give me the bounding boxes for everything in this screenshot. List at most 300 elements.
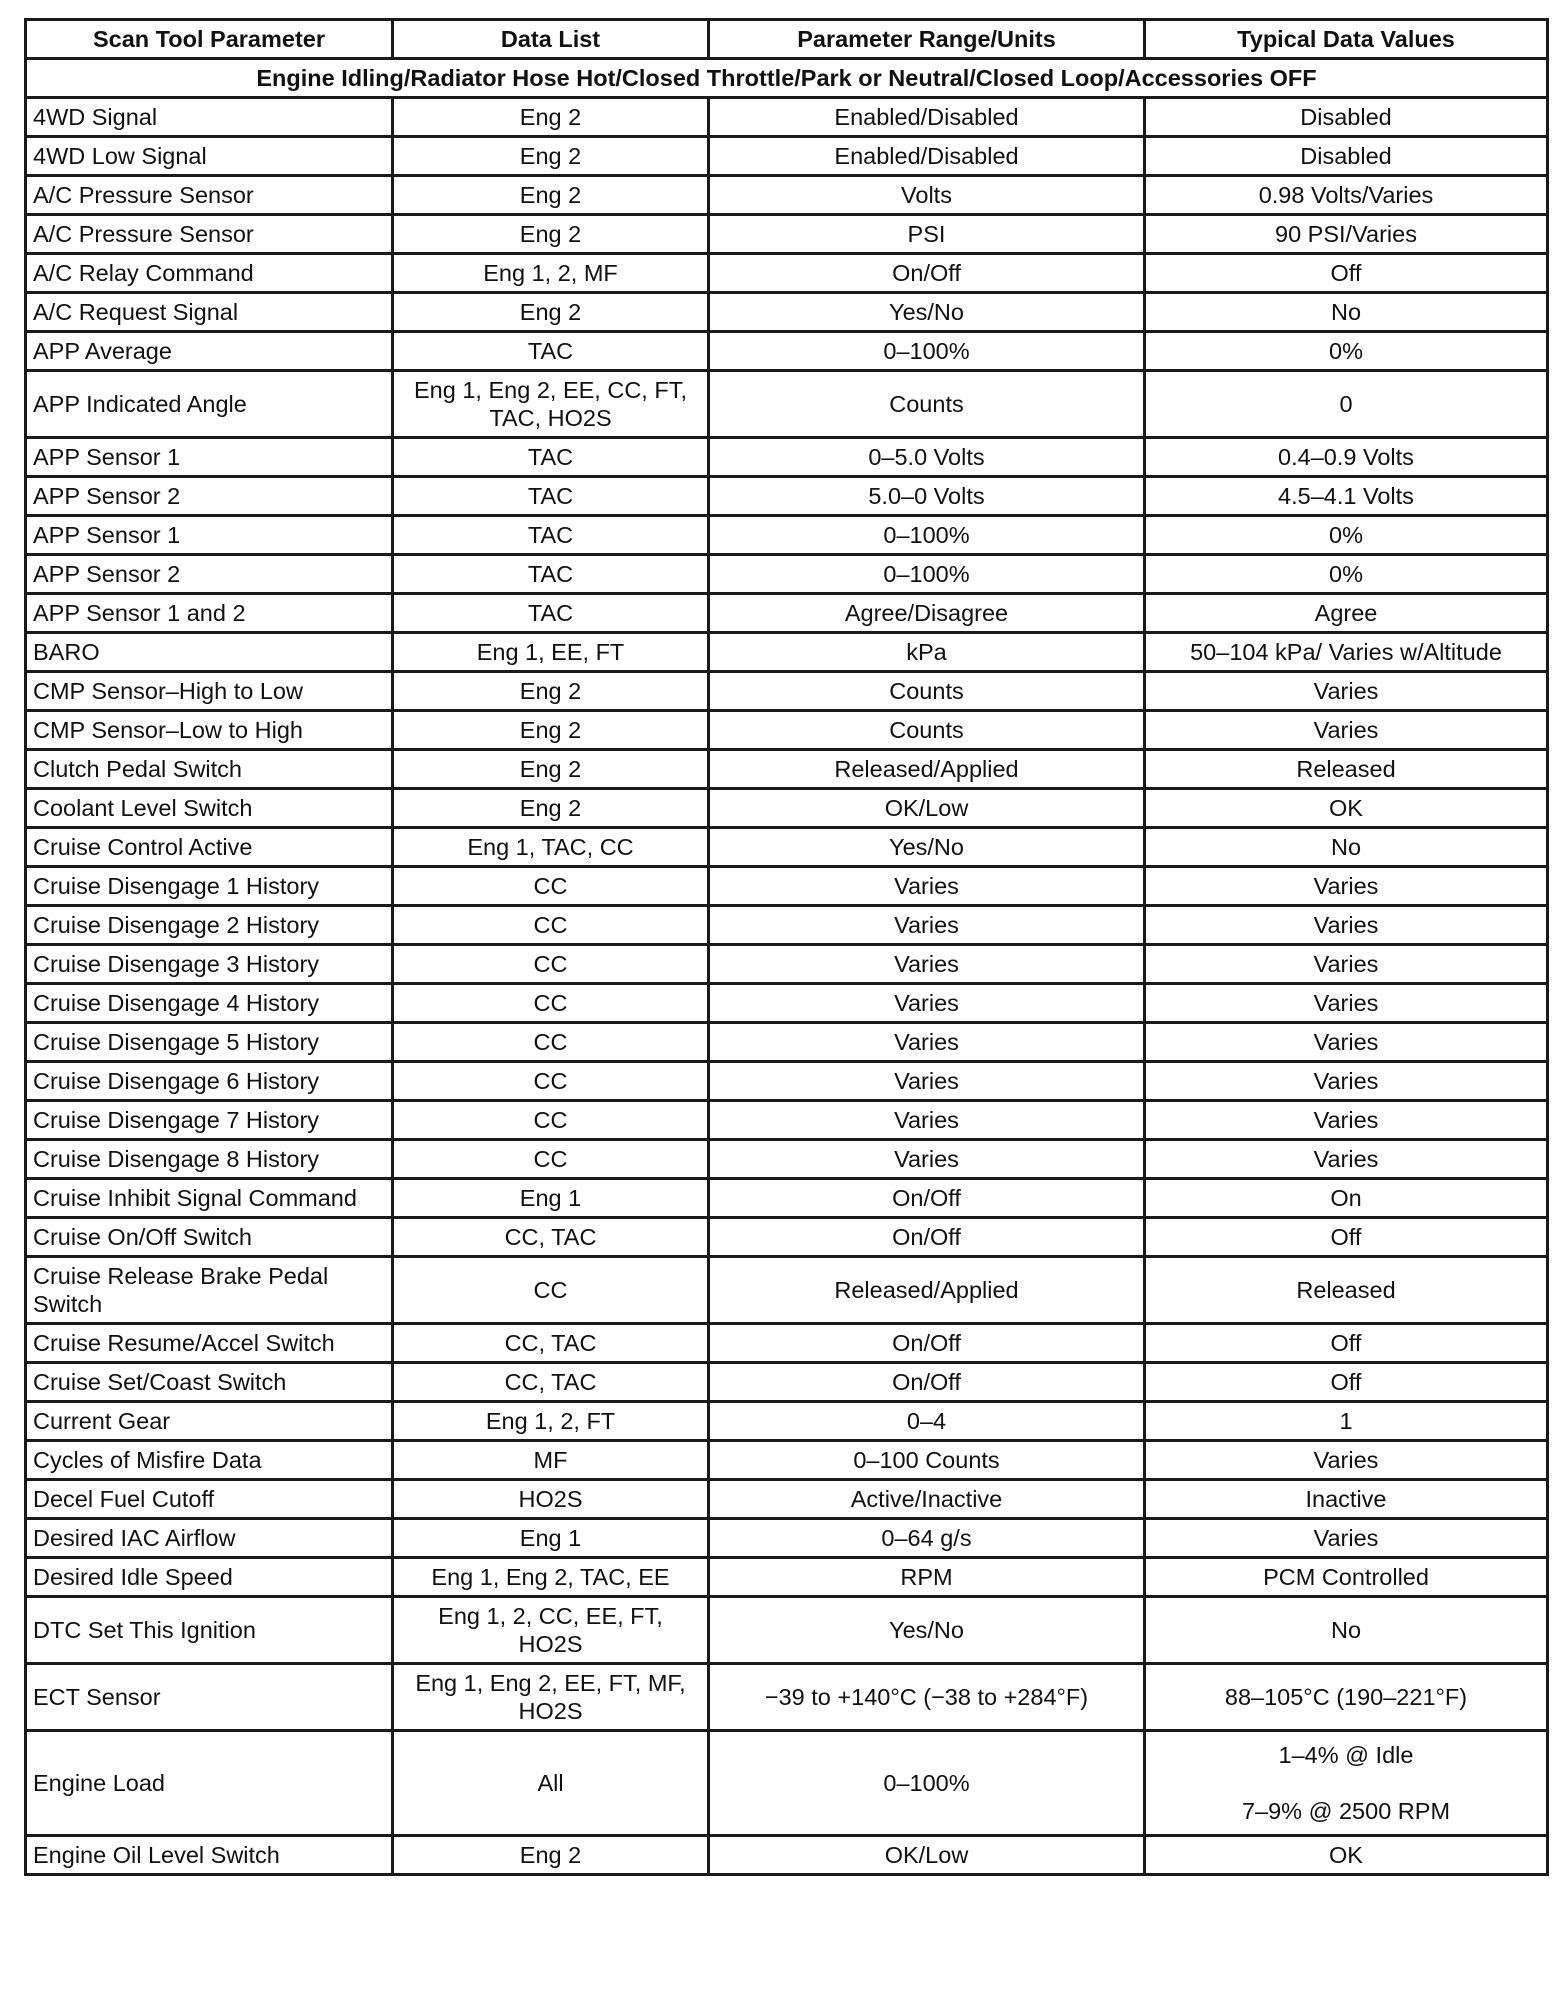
parameter-cell-text: Cruise Disengage 5 History bbox=[33, 1028, 320, 1055]
range-units-cell-text: On/Off bbox=[892, 259, 961, 286]
typical-value-cell bbox=[1145, 371, 1548, 438]
table-row bbox=[26, 215, 1548, 254]
range-units-cell bbox=[709, 176, 1145, 215]
parameter-cell-text: APP Sensor 1 bbox=[33, 521, 181, 548]
data-list-cell-text: CC bbox=[533, 1276, 568, 1303]
range-units-cell-text: 0–100% bbox=[883, 560, 970, 587]
parameter-cell bbox=[26, 906, 393, 945]
scan-tool-data-table bbox=[24, 18, 1549, 1876]
parameter-cell bbox=[26, 176, 393, 215]
data-list-cell bbox=[393, 516, 709, 555]
range-units-cell bbox=[709, 98, 1145, 137]
range-units-cell-text: OK/Low bbox=[884, 1841, 969, 1868]
table-row bbox=[26, 1179, 1548, 1218]
typical-value-cell-text: Varies bbox=[1313, 1028, 1379, 1055]
data-list-cell bbox=[393, 137, 709, 176]
parameter-cell bbox=[26, 1519, 393, 1558]
table-row bbox=[26, 828, 1548, 867]
parameter-cell-text: Cruise Disengage 3 History bbox=[33, 950, 320, 977]
range-units-cell bbox=[709, 906, 1145, 945]
table-row bbox=[26, 906, 1548, 945]
parameter-cell-text: Decel Fuel Cutoff bbox=[33, 1485, 215, 1512]
data-list-cell bbox=[393, 1836, 709, 1875]
data-list-cell bbox=[393, 1731, 709, 1836]
range-units-cell bbox=[709, 1101, 1145, 1140]
typical-value-cell bbox=[1145, 1519, 1548, 1558]
table-row bbox=[26, 477, 1548, 516]
data-list-cell-text: Eng 2 bbox=[519, 794, 582, 821]
table-row bbox=[26, 438, 1548, 477]
data-list-cell-text: Eng 1, 2, CC, EE, FT, HO2S bbox=[438, 1602, 663, 1657]
range-units-cell bbox=[709, 672, 1145, 711]
header-data-list: Data List bbox=[393, 20, 709, 59]
typical-value-cell bbox=[1145, 477, 1548, 516]
typical-value-cell bbox=[1145, 98, 1548, 137]
typical-value-cell bbox=[1145, 1836, 1548, 1875]
typical-value-cell-text: Inactive bbox=[1305, 1485, 1387, 1512]
range-units-cell-text: kPa bbox=[906, 638, 947, 665]
parameter-cell bbox=[26, 254, 393, 293]
parameter-cell bbox=[26, 1101, 393, 1140]
range-units-cell-text: 0–5.0 Volts bbox=[868, 443, 985, 470]
header-typical-data-values: Typical Data Values bbox=[1145, 20, 1548, 59]
range-units-cell-text: Counts bbox=[889, 390, 964, 417]
data-list-cell bbox=[393, 789, 709, 828]
data-list-cell bbox=[393, 215, 709, 254]
parameter-cell-text: Cruise Inhibit Signal Command bbox=[33, 1184, 357, 1211]
parameter-cell bbox=[26, 984, 393, 1023]
data-list-cell-text: CC bbox=[533, 950, 568, 977]
data-list-cell bbox=[393, 1257, 709, 1324]
parameter-cell-text: Cruise Release Brake Pedal Switch bbox=[33, 1262, 329, 1317]
table-row bbox=[26, 1363, 1548, 1402]
parameter-cell bbox=[26, 750, 393, 789]
data-list-cell bbox=[393, 438, 709, 477]
parameter-cell-text: Desired Idle Speed bbox=[33, 1563, 233, 1590]
typical-value-cell-text: 1 bbox=[1339, 1407, 1353, 1434]
typical-value-cell-text: 0.98 Volts/Varies bbox=[1258, 181, 1434, 208]
parameter-cell bbox=[26, 867, 393, 906]
data-list-cell bbox=[393, 254, 709, 293]
range-units-cell-text: Varies bbox=[894, 989, 959, 1016]
typical-value-cell-text: 4.5–4.1 Volts bbox=[1278, 482, 1414, 509]
table-row bbox=[26, 1664, 1548, 1731]
typical-value-cell bbox=[1145, 293, 1548, 332]
parameter-cell bbox=[26, 215, 393, 254]
typical-value-cell-text: Varies bbox=[1313, 950, 1379, 977]
parameter-cell bbox=[26, 1441, 393, 1480]
range-units-cell bbox=[709, 1179, 1145, 1218]
table-row bbox=[26, 293, 1548, 332]
parameter-cell-text: APP Sensor 1 bbox=[33, 443, 181, 470]
data-list-cell-text: Eng 1, Eng 2, EE, FT, MF, HO2S bbox=[415, 1669, 686, 1724]
data-list-cell bbox=[393, 1519, 709, 1558]
data-list-cell bbox=[393, 332, 709, 371]
data-list-cell-text: All bbox=[537, 1769, 564, 1796]
parameter-cell-text: APP Indicated Angle bbox=[33, 390, 247, 417]
parameter-cell bbox=[26, 477, 393, 516]
typical-value-cell-text: Off bbox=[1330, 1329, 1362, 1356]
typical-value-cell-text: Agree bbox=[1314, 599, 1378, 626]
typical-value-cell bbox=[1145, 215, 1548, 254]
range-units-cell bbox=[709, 1140, 1145, 1179]
range-units-cell bbox=[709, 828, 1145, 867]
table-row bbox=[26, 867, 1548, 906]
data-list-cell-text: CC bbox=[533, 1067, 568, 1094]
data-list-cell bbox=[393, 1441, 709, 1480]
data-list-cell-text: Eng 2 bbox=[519, 103, 582, 130]
range-units-cell-text: On/Off bbox=[892, 1223, 961, 1250]
range-units-cell bbox=[709, 1324, 1145, 1363]
typical-value-cell-text: Varies bbox=[1313, 1524, 1379, 1551]
data-list-cell bbox=[393, 594, 709, 633]
typical-value-cell bbox=[1145, 1664, 1548, 1731]
parameter-cell bbox=[26, 1062, 393, 1101]
table-row bbox=[26, 1324, 1548, 1363]
parameter-cell bbox=[26, 1664, 393, 1731]
data-list-cell bbox=[393, 828, 709, 867]
typical-value-cell bbox=[1145, 789, 1548, 828]
parameter-cell bbox=[26, 1218, 393, 1257]
typical-value-cell bbox=[1145, 1402, 1548, 1441]
range-units-cell bbox=[709, 984, 1145, 1023]
data-list-cell-text: TAC bbox=[527, 560, 574, 587]
range-units-cell bbox=[709, 1480, 1145, 1519]
parameter-cell bbox=[26, 1597, 393, 1664]
typical-value-cell-text: Varies bbox=[1313, 1145, 1379, 1172]
data-list-cell-text: Eng 1, 2, MF bbox=[483, 259, 618, 286]
table-row bbox=[26, 1480, 1548, 1519]
range-units-cell-text: 0–100% bbox=[883, 337, 970, 364]
parameter-cell-text: Coolant Level Switch bbox=[33, 794, 253, 821]
data-list-cell-text: CC, TAC bbox=[504, 1368, 597, 1395]
typical-value-cell-text: Varies bbox=[1313, 1446, 1379, 1473]
typical-value-cell-text: 0 bbox=[1339, 390, 1353, 417]
typical-value-cell bbox=[1145, 945, 1548, 984]
data-list-cell-text: TAC bbox=[527, 443, 574, 470]
parameter-cell-text: Cycles of Misfire Data bbox=[33, 1446, 262, 1473]
data-list-cell-text: Eng 2 bbox=[519, 298, 582, 325]
range-units-cell-text: 0–100% bbox=[883, 1769, 970, 1796]
table-row bbox=[26, 750, 1548, 789]
data-list-cell bbox=[393, 371, 709, 438]
header-scan-tool-parameter: Scan Tool Parameter bbox=[26, 20, 393, 59]
range-units-cell bbox=[709, 438, 1145, 477]
range-units-cell-text: Varies bbox=[894, 872, 959, 899]
data-list-cell-text: CC, TAC bbox=[504, 1329, 597, 1356]
typical-value-cell bbox=[1145, 1731, 1548, 1836]
range-units-cell-text: 0–64 g/s bbox=[881, 1524, 972, 1551]
parameter-cell bbox=[26, 1363, 393, 1402]
range-units-cell-text: On/Off bbox=[892, 1368, 961, 1395]
data-list-cell-text: Eng 2 bbox=[519, 716, 582, 743]
typical-value-cell-text: No bbox=[1330, 833, 1362, 860]
parameter-cell bbox=[26, 789, 393, 828]
table-row bbox=[26, 945, 1548, 984]
table-row bbox=[26, 371, 1548, 438]
typical-value-cell-text: Varies bbox=[1313, 1106, 1379, 1133]
range-units-cell-text: Varies bbox=[894, 1028, 959, 1055]
range-units-cell bbox=[709, 945, 1145, 984]
typical-value-cell-text: No bbox=[1330, 1616, 1362, 1643]
range-units-cell bbox=[709, 477, 1145, 516]
typical-value-cell bbox=[1145, 137, 1548, 176]
range-units-cell-text: PSI bbox=[907, 220, 946, 247]
table-row bbox=[26, 633, 1548, 672]
parameter-cell-text: Cruise Disengage 4 History bbox=[33, 989, 320, 1016]
typical-value-cell bbox=[1145, 633, 1548, 672]
range-units-cell bbox=[709, 371, 1145, 438]
data-list-cell-text: TAC bbox=[527, 599, 574, 626]
table-row bbox=[26, 1218, 1548, 1257]
range-units-cell-text: Yes/No bbox=[889, 1616, 964, 1643]
range-units-cell-text: Varies bbox=[894, 1067, 959, 1094]
range-units-cell bbox=[709, 1836, 1145, 1875]
parameter-cell-text: Cruise Resume/Accel Switch bbox=[33, 1329, 335, 1356]
typical-value-cell bbox=[1145, 1140, 1548, 1179]
table-row bbox=[26, 1140, 1548, 1179]
typical-value-cell bbox=[1145, 1441, 1548, 1480]
parameter-cell bbox=[26, 711, 393, 750]
typical-value-cell bbox=[1145, 1062, 1548, 1101]
data-list-cell bbox=[393, 1023, 709, 1062]
range-units-cell-text: Varies bbox=[894, 1106, 959, 1133]
range-units-cell-text: Released/Applied bbox=[834, 755, 1019, 782]
parameter-cell-text: ECT Sensor bbox=[33, 1683, 161, 1710]
typical-value-cell bbox=[1145, 828, 1548, 867]
data-list-cell-text: Eng 2 bbox=[519, 181, 582, 208]
typical-value-cell bbox=[1145, 438, 1548, 477]
typical-value-cell-text: Off bbox=[1330, 1368, 1362, 1395]
table-row bbox=[26, 332, 1548, 371]
parameter-cell bbox=[26, 1257, 393, 1324]
data-list-cell-text: Eng 1 bbox=[519, 1184, 582, 1211]
data-list-cell-text: Eng 1, Eng 2, EE, CC, FT, TAC, HO2S bbox=[414, 376, 687, 431]
data-list-cell bbox=[393, 945, 709, 984]
parameter-cell-text: 4WD Low Signal bbox=[33, 142, 207, 169]
range-units-cell bbox=[709, 1664, 1145, 1731]
parameter-cell-text: A/C Request Signal bbox=[33, 298, 239, 325]
parameter-cell bbox=[26, 371, 393, 438]
table-row bbox=[26, 1257, 1548, 1324]
parameter-cell bbox=[26, 1558, 393, 1597]
typical-value-cell bbox=[1145, 906, 1548, 945]
condition-row bbox=[26, 59, 1548, 98]
parameter-cell-text: Cruise Set/Coast Switch bbox=[33, 1368, 287, 1395]
data-list-cell bbox=[393, 1558, 709, 1597]
range-units-cell-text: Enabled/Disabled bbox=[834, 103, 1019, 130]
table-row bbox=[26, 1062, 1548, 1101]
parameter-cell-text: Cruise Control Active bbox=[33, 833, 253, 860]
table-row bbox=[26, 1101, 1548, 1140]
range-units-cell bbox=[709, 1597, 1145, 1664]
parameter-cell-text: Cruise Disengage 1 History bbox=[33, 872, 320, 899]
data-list-cell bbox=[393, 176, 709, 215]
typical-value-cell-text: Varies bbox=[1313, 677, 1379, 704]
typical-value-cell bbox=[1145, 555, 1548, 594]
data-list-cell-text: CC bbox=[533, 872, 568, 899]
range-units-cell bbox=[709, 1558, 1145, 1597]
data-list-cell-text: CC bbox=[533, 1106, 568, 1133]
typical-value-cell bbox=[1145, 1363, 1548, 1402]
data-list-cell-text: CC bbox=[533, 911, 568, 938]
parameter-cell-text: DTC Set This Ignition bbox=[33, 1616, 256, 1643]
data-list-cell-text: Eng 1, EE, FT bbox=[476, 638, 625, 665]
test-condition: Engine Idling/Radiator Hose Hot/Closed Throttle/Park or Neutral/Closed Loop/Accessories OFF bbox=[26, 59, 1548, 98]
typical-value-cell bbox=[1145, 332, 1548, 371]
range-units-cell-text: Yes/No bbox=[889, 298, 964, 325]
range-units-cell-text: 0–100% bbox=[883, 521, 970, 548]
typical-value-cell bbox=[1145, 254, 1548, 293]
typical-value-cell bbox=[1145, 984, 1548, 1023]
range-units-cell bbox=[709, 1218, 1145, 1257]
parameter-cell bbox=[26, 945, 393, 984]
typical-value-cell-text: Varies bbox=[1313, 911, 1379, 938]
range-units-cell-text: Varies bbox=[894, 950, 959, 977]
typical-value-cell-text: 0% bbox=[1329, 521, 1363, 548]
table-row bbox=[26, 1597, 1548, 1664]
typical-value-cell-text: 0% bbox=[1329, 337, 1363, 364]
range-units-cell bbox=[709, 711, 1145, 750]
data-list-cell bbox=[393, 672, 709, 711]
parameter-cell-text: Cruise Disengage 2 History bbox=[33, 911, 320, 938]
data-list-cell-text: Eng 1, 2, FT bbox=[485, 1407, 616, 1434]
data-list-cell bbox=[393, 1062, 709, 1101]
parameter-cell-text: APP Sensor 2 bbox=[33, 560, 181, 587]
parameter-cell bbox=[26, 98, 393, 137]
data-list-cell-text: CC bbox=[533, 1028, 568, 1055]
data-list-cell bbox=[393, 1218, 709, 1257]
parameter-cell bbox=[26, 332, 393, 371]
table-row bbox=[26, 1519, 1548, 1558]
parameter-cell-text: CMP Sensor–High to Low bbox=[33, 677, 303, 704]
data-list-cell-text: Eng 2 bbox=[519, 755, 582, 782]
parameter-cell bbox=[26, 672, 393, 711]
range-units-cell bbox=[709, 254, 1145, 293]
parameter-cell-text: A/C Pressure Sensor bbox=[33, 220, 254, 247]
typical-value-cell bbox=[1145, 176, 1548, 215]
table-row bbox=[26, 1402, 1548, 1441]
range-units-cell bbox=[709, 516, 1145, 555]
data-list-cell bbox=[393, 1140, 709, 1179]
parameter-cell bbox=[26, 438, 393, 477]
data-list-cell-text: TAC bbox=[527, 337, 574, 364]
range-units-cell-text: Active/Inactive bbox=[850, 1485, 1003, 1512]
typical-value-cell bbox=[1145, 1597, 1548, 1664]
range-units-cell bbox=[709, 789, 1145, 828]
range-units-cell bbox=[709, 1062, 1145, 1101]
parameter-cell bbox=[26, 1023, 393, 1062]
header-row bbox=[26, 20, 1548, 59]
parameter-cell-text: Desired IAC Airflow bbox=[33, 1524, 236, 1551]
parameter-cell bbox=[26, 633, 393, 672]
data-list-cell bbox=[393, 633, 709, 672]
typical-value-cell-text: Varies bbox=[1313, 989, 1379, 1016]
typical-value-cell-text: 50–104 kPa/ Varies w/Altitude bbox=[1190, 638, 1502, 665]
parameter-cell-text: A/C Relay Command bbox=[33, 259, 254, 286]
typical-value-cell-text: No bbox=[1330, 298, 1362, 325]
data-list-cell bbox=[393, 477, 709, 516]
parameter-cell bbox=[26, 293, 393, 332]
parameter-cell bbox=[26, 1402, 393, 1441]
range-units-cell-text: RPM bbox=[900, 1563, 953, 1590]
data-list-cell-text: MF bbox=[533, 1446, 568, 1473]
typical-value-cell-text: Varies bbox=[1313, 872, 1379, 899]
typical-value-cell-text: 0.4–0.9 Volts bbox=[1278, 443, 1414, 470]
range-units-cell bbox=[709, 1363, 1145, 1402]
typical-value-cell bbox=[1145, 1218, 1548, 1257]
parameter-cell-text: APP Sensor 2 bbox=[33, 482, 181, 509]
range-units-cell-text: 0–100 Counts bbox=[853, 1446, 1000, 1473]
table-row bbox=[26, 254, 1548, 293]
range-units-cell-text: Varies bbox=[894, 911, 959, 938]
range-units-cell-text: Varies bbox=[894, 1145, 959, 1172]
table-row bbox=[26, 176, 1548, 215]
data-list-cell-text: Eng 1, Eng 2, TAC, EE bbox=[431, 1563, 670, 1590]
table-row bbox=[26, 672, 1548, 711]
table-body bbox=[26, 59, 1548, 1875]
range-units-cell-text: 5.0–0 Volts bbox=[868, 482, 985, 509]
table-row bbox=[26, 1731, 1548, 1836]
parameter-cell-text: Clutch Pedal Switch bbox=[33, 755, 242, 782]
parameter-cell bbox=[26, 1324, 393, 1363]
typical-value-cell-text: Disabled bbox=[1300, 103, 1392, 130]
data-list-cell bbox=[393, 1597, 709, 1664]
table-row bbox=[26, 711, 1548, 750]
range-units-cell bbox=[709, 215, 1145, 254]
data-list-cell bbox=[393, 1101, 709, 1140]
range-units-cell bbox=[709, 1441, 1145, 1480]
range-units-cell-text: Counts bbox=[889, 677, 964, 704]
typical-value-cell-text: Disabled bbox=[1300, 142, 1392, 169]
data-list-cell bbox=[393, 293, 709, 332]
range-units-cell bbox=[709, 137, 1145, 176]
typical-value-cell-text: PCM Controlled bbox=[1263, 1563, 1429, 1590]
range-units-cell bbox=[709, 867, 1145, 906]
range-units-cell bbox=[709, 555, 1145, 594]
typical-value-cell-text: Varies bbox=[1313, 716, 1379, 743]
typical-value-cell-text: 90 PSI/Varies bbox=[1275, 220, 1417, 247]
header-parameter-range-units: Parameter Range/Units bbox=[709, 20, 1145, 59]
typical-value-cell bbox=[1145, 1101, 1548, 1140]
data-list-cell bbox=[393, 906, 709, 945]
range-units-cell-text: −39 to +140°C (−38 to +284°F) bbox=[764, 1683, 1089, 1710]
typical-value-cell bbox=[1145, 750, 1548, 789]
data-list-cell bbox=[393, 555, 709, 594]
table-row bbox=[26, 555, 1548, 594]
parameter-cell-text: Cruise Disengage 6 History bbox=[33, 1067, 320, 1094]
typical-value-cell-text: 1–4% @ Idle 7–9% @ 2500 RPM bbox=[1241, 1741, 1451, 1825]
typical-value-cell-text: Off bbox=[1330, 1223, 1362, 1250]
typical-value-cell bbox=[1145, 672, 1548, 711]
parameter-cell bbox=[26, 594, 393, 633]
parameter-cell-text: APP Average bbox=[33, 337, 172, 364]
parameter-cell bbox=[26, 1480, 393, 1519]
typical-value-cell bbox=[1145, 711, 1548, 750]
range-units-cell bbox=[709, 1023, 1145, 1062]
table-row bbox=[26, 1441, 1548, 1480]
typical-value-cell-text: Off bbox=[1330, 259, 1362, 286]
typical-value-cell bbox=[1145, 1023, 1548, 1062]
typical-value-cell bbox=[1145, 1179, 1548, 1218]
range-units-cell-text: Released/Applied bbox=[834, 1276, 1019, 1303]
data-list-cell-text: TAC bbox=[527, 482, 574, 509]
parameter-cell-text: 4WD Signal bbox=[33, 103, 158, 130]
data-list-cell-text: Eng 2 bbox=[519, 677, 582, 704]
table-row bbox=[26, 137, 1548, 176]
parameter-cell bbox=[26, 828, 393, 867]
range-units-cell-text: 0–4 bbox=[906, 1407, 947, 1434]
